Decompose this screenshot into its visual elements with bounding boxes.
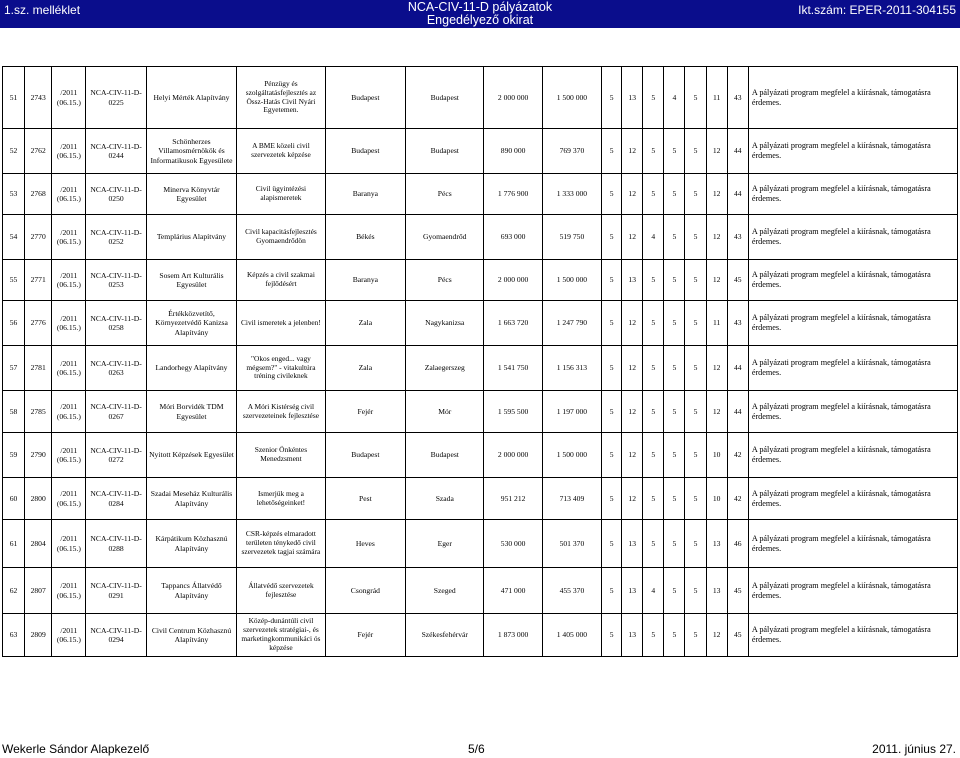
application-id: 2771 xyxy=(25,260,52,301)
city: Nagykanizsa xyxy=(406,301,484,346)
score-2: 13 xyxy=(622,67,643,129)
score-5: 5 xyxy=(685,67,706,129)
total-score: 44 xyxy=(727,346,748,391)
total-score: 44 xyxy=(727,391,748,433)
application-id: 2804 xyxy=(25,520,52,568)
application-code: NCA-CIV-11-D-0291 xyxy=(86,568,146,614)
organization-name: Minerva Könyvtár Egyesület xyxy=(146,174,236,215)
score-3: 5 xyxy=(643,129,664,174)
application-id: 2800 xyxy=(25,478,52,520)
city: Szada xyxy=(406,478,484,520)
requested-amount: 1 663 720 xyxy=(484,301,542,346)
score-5: 5 xyxy=(685,614,706,657)
total-score: 42 xyxy=(727,433,748,478)
footer-organization: Wekerle Sándor Alapkezelő xyxy=(2,742,150,756)
evaluation-note: A pályázati program megfelel a kiírásnak, támogatásra érdemes. xyxy=(748,67,957,129)
score-6: 12 xyxy=(706,215,727,260)
city: Pécs xyxy=(406,174,484,215)
row-number: 53 xyxy=(3,174,25,215)
organization-name: Kárpátikum Közhasznú Alapítvány xyxy=(146,520,236,568)
table-row xyxy=(3,614,958,657)
score-4: 5 xyxy=(664,568,685,614)
score-2: 13 xyxy=(622,260,643,301)
row-number: 57 xyxy=(3,346,25,391)
score-3: 4 xyxy=(643,215,664,260)
evaluation-note: A pályázati program megfelel a kiírásnak, támogatásra érdemes. xyxy=(748,433,957,478)
total-score: 44 xyxy=(727,174,748,215)
score-4: 5 xyxy=(664,301,685,346)
total-score: 43 xyxy=(727,67,748,129)
requested-amount: 2 000 000 xyxy=(484,260,542,301)
project-title: A Móri Kistérség civil szervezeteinek fejlesztése xyxy=(237,391,325,433)
application-id: 2809 xyxy=(25,614,52,657)
county: Zala xyxy=(325,346,405,391)
row-number: 63 xyxy=(3,614,25,657)
evaluation-note: A pályázati program megfelel a kiírásnak, támogatásra érdemes. xyxy=(748,174,957,215)
organization-name: Templárius Alapítvány xyxy=(146,215,236,260)
organization-name: Szadai Meseház Kulturális Alapítvány xyxy=(146,478,236,520)
score-1: 5 xyxy=(602,391,622,433)
total-score: 43 xyxy=(727,301,748,346)
application-code: NCA-CIV-11-D-0284 xyxy=(86,478,146,520)
requested-amount: 2 000 000 xyxy=(484,67,542,129)
application-id: 2768 xyxy=(25,174,52,215)
granted-amount: 455 370 xyxy=(542,568,601,614)
score-5: 5 xyxy=(685,568,706,614)
total-score: 46 xyxy=(727,520,748,568)
table-row xyxy=(3,260,958,301)
score-2: 12 xyxy=(622,433,643,478)
application-id: 2785 xyxy=(25,391,52,433)
score-4: 5 xyxy=(664,260,685,301)
document-title: NCA-CIV-11-D pályázatok xyxy=(407,0,553,14)
score-6: 11 xyxy=(706,67,727,129)
application-code: NCA-CIV-11-D-0253 xyxy=(86,260,146,301)
score-3: 5 xyxy=(643,174,664,215)
application-id: 2770 xyxy=(25,215,52,260)
reference-number: Ikt.szám: EPER-2011-304155 xyxy=(798,3,956,17)
application-code: NCA-CIV-11-D-0294 xyxy=(86,614,146,657)
table-row xyxy=(3,520,958,568)
evaluation-note: A pályázati program megfelel a kiírásnak, támogatásra érdemes. xyxy=(748,129,957,174)
decision-date: /2011 (06.15.) xyxy=(52,67,86,129)
score-2: 12 xyxy=(622,129,643,174)
score-2: 12 xyxy=(622,391,643,433)
score-5: 5 xyxy=(685,346,706,391)
project-title: Képzés a civil szakmai fejlődésért xyxy=(237,260,325,301)
score-4: 5 xyxy=(664,433,685,478)
score-5: 5 xyxy=(685,478,706,520)
score-6: 13 xyxy=(706,520,727,568)
score-6: 12 xyxy=(706,174,727,215)
county: Pest xyxy=(325,478,405,520)
application-id: 2790 xyxy=(25,433,52,478)
score-2: 12 xyxy=(622,215,643,260)
project-title: CSR-képzés elmaradott területen ténykedő civil szervezetek tagjai számára xyxy=(237,520,325,568)
score-6: 13 xyxy=(706,568,727,614)
table-row xyxy=(3,346,958,391)
city: Székesfehérvár xyxy=(406,614,484,657)
score-1: 5 xyxy=(602,129,622,174)
project-title: "Okos enged... vagy mégsem?" - vitakultúra tréning civileknek xyxy=(237,346,325,391)
granted-amount: 1 500 000 xyxy=(542,433,601,478)
organization-name: Tappancs Állatvédő Alapítvány xyxy=(146,568,236,614)
project-title: Civil ügyintézési alapismeretek xyxy=(237,174,325,215)
score-5: 5 xyxy=(685,520,706,568)
requested-amount: 2 000 000 xyxy=(484,433,542,478)
evaluation-note: A pályázati program megfelel a kiírásnak, támogatásra érdemes. xyxy=(748,391,957,433)
score-4: 5 xyxy=(664,520,685,568)
county: Budapest xyxy=(325,67,405,129)
application-id: 2762 xyxy=(25,129,52,174)
county: Békés xyxy=(325,215,405,260)
page-header xyxy=(0,0,960,28)
score-3: 5 xyxy=(643,67,664,129)
score-6: 12 xyxy=(706,346,727,391)
annex-label: 1.sz. melléklet xyxy=(4,3,81,17)
city: Szeged xyxy=(406,568,484,614)
score-1: 5 xyxy=(602,301,622,346)
project-title: Pénzügy és szolgáltatásfejlesztés az Össz-Hatás Civil Nyári Egyetemen. xyxy=(237,67,325,129)
score-2: 13 xyxy=(622,568,643,614)
decision-date: /2011 (06.15.) xyxy=(52,174,86,215)
score-6: 10 xyxy=(706,478,727,520)
granted-amount: 519 750 xyxy=(542,215,601,260)
score-1: 5 xyxy=(602,174,622,215)
score-6: 11 xyxy=(706,301,727,346)
score-1: 5 xyxy=(602,433,622,478)
table-row xyxy=(3,433,958,478)
application-code: NCA-CIV-11-D-0258 xyxy=(86,301,146,346)
city: Gyomaendrőd xyxy=(406,215,484,260)
page-number: 5/6 xyxy=(468,742,485,756)
application-id: 2743 xyxy=(25,67,52,129)
evaluation-note: A pályázati program megfelel a kiírásnak, támogatásra érdemes. xyxy=(748,346,957,391)
score-3: 4 xyxy=(643,568,664,614)
evaluation-note: A pályázati program megfelel a kiírásnak, támogatásra érdemes. xyxy=(748,520,957,568)
table-row xyxy=(3,129,958,174)
application-code: NCA-CIV-11-D-0272 xyxy=(86,433,146,478)
total-score: 45 xyxy=(727,260,748,301)
score-6: 12 xyxy=(706,391,727,433)
score-3: 5 xyxy=(643,260,664,301)
county: Heves xyxy=(325,520,405,568)
project-title: A BME közeli civil szervezetek képzése xyxy=(237,129,325,174)
score-1: 5 xyxy=(602,67,622,129)
score-3: 5 xyxy=(643,391,664,433)
granted-amount: 1 333 000 xyxy=(542,174,601,215)
row-number: 51 xyxy=(3,67,25,129)
table-row xyxy=(3,478,958,520)
score-3: 5 xyxy=(643,433,664,478)
score-4: 5 xyxy=(664,129,685,174)
score-4: 4 xyxy=(664,67,685,129)
score-5: 5 xyxy=(685,301,706,346)
row-number: 62 xyxy=(3,568,25,614)
city: Budapest xyxy=(406,129,484,174)
decision-date: /2011 (06.15.) xyxy=(52,520,86,568)
organization-name: Helyi Mérték Alapítvány xyxy=(146,67,236,129)
table-row xyxy=(3,67,958,129)
project-title: Civil ismeretek a jelenben! xyxy=(237,301,325,346)
granted-amount: 501 370 xyxy=(542,520,601,568)
total-score: 43 xyxy=(727,215,748,260)
row-number: 54 xyxy=(3,215,25,260)
evaluation-note: A pályázati program megfelel a kiírásnak, támogatásra érdemes. xyxy=(748,478,957,520)
score-3: 5 xyxy=(643,478,664,520)
evaluation-note: A pályázati program megfelel a kiírásnak, támogatásra érdemes. xyxy=(748,301,957,346)
requested-amount: 1 873 000 xyxy=(484,614,542,657)
decision-date: /2011 (06.15.) xyxy=(52,478,86,520)
score-5: 5 xyxy=(685,391,706,433)
city: Budapest xyxy=(406,433,484,478)
city: Budapest xyxy=(406,67,484,129)
score-4: 5 xyxy=(664,174,685,215)
decision-date: /2011 (06.15.) xyxy=(52,215,86,260)
organization-name: Schönherzes Villamosmérnökök és Informatikusok Egyesülete xyxy=(146,129,236,174)
table-row xyxy=(3,174,958,215)
table-row xyxy=(3,215,958,260)
score-2: 13 xyxy=(622,520,643,568)
decision-date: /2011 (06.15.) xyxy=(52,129,86,174)
city: Mór xyxy=(406,391,484,433)
requested-amount: 890 000 xyxy=(484,129,542,174)
row-number: 59 xyxy=(3,433,25,478)
application-id: 2781 xyxy=(25,346,52,391)
row-number: 55 xyxy=(3,260,25,301)
table-row xyxy=(3,391,958,433)
evaluation-note: A pályázati program megfelel a kiírásnak, támogatásra érdemes. xyxy=(748,215,957,260)
requested-amount: 693 000 xyxy=(484,215,542,260)
total-score: 45 xyxy=(727,568,748,614)
row-number: 56 xyxy=(3,301,25,346)
granted-amount: 1 197 000 xyxy=(542,391,601,433)
county: Fejér xyxy=(325,391,405,433)
evaluation-note: A pályázati program megfelel a kiírásnak, támogatásra érdemes. xyxy=(748,614,957,657)
granted-amount: 1 156 313 xyxy=(542,346,601,391)
application-code: NCA-CIV-11-D-0252 xyxy=(86,215,146,260)
score-4: 5 xyxy=(664,614,685,657)
county: Zala xyxy=(325,301,405,346)
score-4: 5 xyxy=(664,391,685,433)
score-3: 5 xyxy=(643,614,664,657)
project-title: Szenior Önkéntes Menedzsment xyxy=(237,433,325,478)
row-number: 58 xyxy=(3,391,25,433)
organization-name: Landorhegy Alapítvány xyxy=(146,346,236,391)
requested-amount: 1 541 750 xyxy=(484,346,542,391)
evaluation-note: A pályázati program megfelel a kiírásnak, támogatásra érdemes. xyxy=(748,260,957,301)
requested-amount: 530 000 xyxy=(484,520,542,568)
organization-name: Móri Borvidék TDM Egyesület xyxy=(146,391,236,433)
application-code: NCA-CIV-11-D-0244 xyxy=(86,129,146,174)
decision-date: /2011 (06.15.) xyxy=(52,391,86,433)
decision-date: /2011 (06.15.) xyxy=(52,614,86,657)
score-1: 5 xyxy=(602,346,622,391)
county: Fejér xyxy=(325,614,405,657)
table-row xyxy=(3,568,958,614)
score-5: 5 xyxy=(685,129,706,174)
granted-amount: 1 500 000 xyxy=(542,260,601,301)
decision-date: /2011 (06.15.) xyxy=(52,260,86,301)
county: Baranya xyxy=(325,260,405,301)
score-6: 10 xyxy=(706,433,727,478)
score-2: 12 xyxy=(622,301,643,346)
application-code: NCA-CIV-11-D-0288 xyxy=(86,520,146,568)
score-4: 5 xyxy=(664,478,685,520)
score-1: 5 xyxy=(602,568,622,614)
application-id: 2776 xyxy=(25,301,52,346)
applications-table xyxy=(2,66,958,657)
organization-name: Sosem Art Kulturális Egyesület xyxy=(146,260,236,301)
score-2: 12 xyxy=(622,478,643,520)
application-code: NCA-CIV-11-D-0250 xyxy=(86,174,146,215)
application-id: 2807 xyxy=(25,568,52,614)
granted-amount: 1 500 000 xyxy=(542,67,601,129)
score-6: 12 xyxy=(706,614,727,657)
city: Eger xyxy=(406,520,484,568)
county: Baranya xyxy=(325,174,405,215)
organization-name: Nyitott Képzések Egyesület xyxy=(146,433,236,478)
page-footer xyxy=(0,741,960,758)
granted-amount: 1 405 000 xyxy=(542,614,601,657)
project-title: Állatvédő szervezetek fejlesztése xyxy=(237,568,325,614)
requested-amount: 951 212 xyxy=(484,478,542,520)
score-1: 5 xyxy=(602,260,622,301)
organization-name: Értékközvetítő, Környezetvédő Kanizsa Alapítvány xyxy=(146,301,236,346)
decision-date: /2011 (06.15.) xyxy=(52,568,86,614)
granted-amount: 1 247 790 xyxy=(542,301,601,346)
row-number: 52 xyxy=(3,129,25,174)
total-score: 42 xyxy=(727,478,748,520)
score-6: 12 xyxy=(706,129,727,174)
county: Budapest xyxy=(325,433,405,478)
score-1: 5 xyxy=(602,215,622,260)
score-2: 13 xyxy=(622,614,643,657)
granted-amount: 713 409 xyxy=(542,478,601,520)
score-4: 5 xyxy=(664,215,685,260)
evaluation-note: A pályázati program megfelel a kiírásnak, támogatásra érdemes. xyxy=(748,568,957,614)
city: Pécs xyxy=(406,260,484,301)
project-title: Közép-dunántúli civil szervezetek stratégiai-, és marketingkommunikáci ós képzése xyxy=(237,614,325,657)
application-code: NCA-CIV-11-D-0263 xyxy=(86,346,146,391)
requested-amount: 1 595 500 xyxy=(484,391,542,433)
score-3: 5 xyxy=(643,520,664,568)
score-5: 5 xyxy=(685,174,706,215)
organization-name: Civil Centrum Közhasznú Alapítvány xyxy=(146,614,236,657)
county: Csongrád xyxy=(325,568,405,614)
table-row xyxy=(3,301,958,346)
granted-amount: 769 370 xyxy=(542,129,601,174)
requested-amount: 471 000 xyxy=(484,568,542,614)
application-code: NCA-CIV-11-D-0267 xyxy=(86,391,146,433)
score-5: 5 xyxy=(685,260,706,301)
requested-amount: 1 776 900 xyxy=(484,174,542,215)
row-number: 61 xyxy=(3,520,25,568)
score-2: 12 xyxy=(622,174,643,215)
row-number: 60 xyxy=(3,478,25,520)
score-5: 5 xyxy=(685,433,706,478)
score-1: 5 xyxy=(602,520,622,568)
project-title: Ismerjük meg a lehetőségeinket! xyxy=(237,478,325,520)
project-title: Civil kapacitásfejlesztés Gyomaendrődön xyxy=(237,215,325,260)
footer-date: 2011. június 27. xyxy=(872,742,956,756)
application-code: NCA-CIV-11-D-0225 xyxy=(86,67,146,129)
document-subtitle: Engedélyező okirat xyxy=(426,13,534,27)
score-6: 12 xyxy=(706,260,727,301)
score-1: 5 xyxy=(602,478,622,520)
score-3: 5 xyxy=(643,346,664,391)
city: Zalaegerszeg xyxy=(406,346,484,391)
score-5: 5 xyxy=(685,215,706,260)
score-2: 12 xyxy=(622,346,643,391)
decision-date: /2011 (06.15.) xyxy=(52,433,86,478)
decision-date: /2011 (06.15.) xyxy=(52,346,86,391)
score-1: 5 xyxy=(602,614,622,657)
score-4: 5 xyxy=(664,346,685,391)
score-3: 5 xyxy=(643,301,664,346)
county: Budapest xyxy=(325,129,405,174)
total-score: 44 xyxy=(727,129,748,174)
total-score: 45 xyxy=(727,614,748,657)
decision-date: /2011 (06.15.) xyxy=(52,301,86,346)
